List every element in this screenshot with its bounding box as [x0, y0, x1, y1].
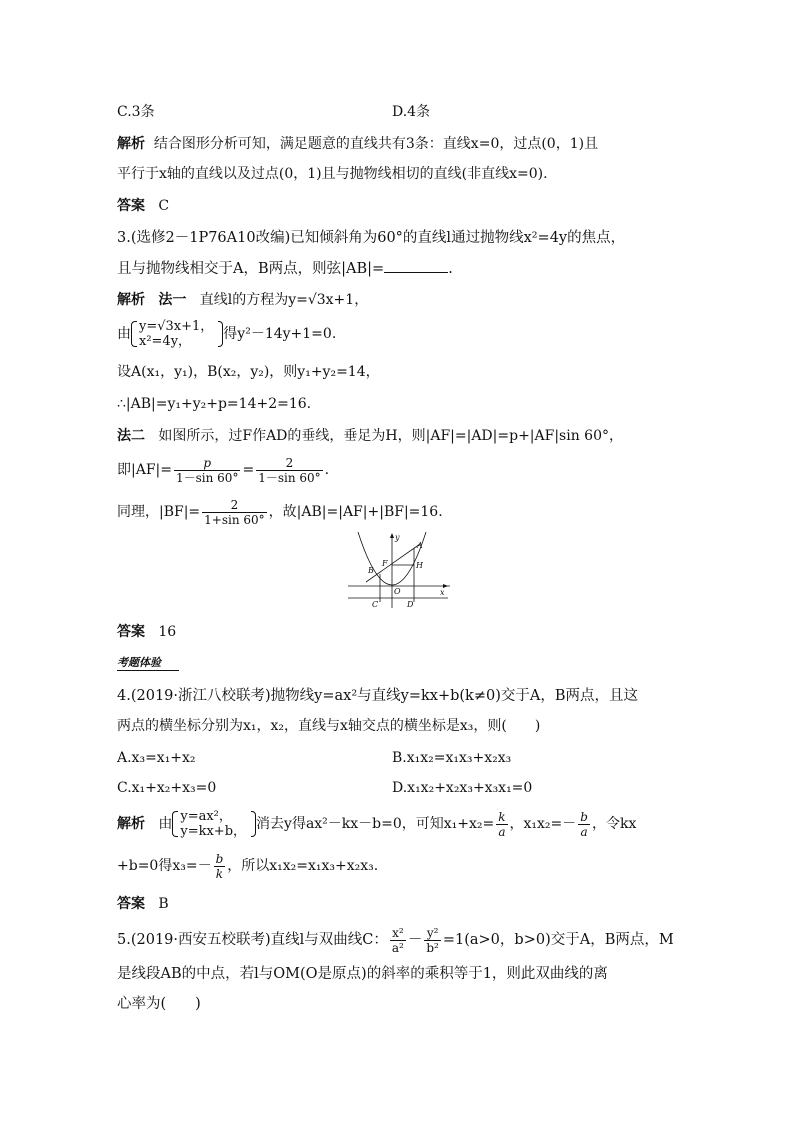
q4-option-b: B.x₁x₂=x₁x₃+x₂x₃	[392, 750, 512, 766]
fraction-af	[174, 456, 240, 485]
frac-den: a²	[391, 940, 404, 955]
analysis-prev-line2: 平行于x轴的直线以及过点(0，1)且与抛物线相切的直线(非直线x=0).	[117, 166, 548, 182]
analysis-label: 解析	[117, 136, 145, 152]
minus: －	[407, 932, 423, 948]
label-b: B	[368, 566, 374, 575]
sol4-line1	[117, 804, 636, 844]
frac-den: 1－sin 60°	[258, 470, 321, 485]
sol4-line2	[117, 846, 378, 886]
frac-den: a	[496, 824, 507, 839]
frac-den: 1+sin 60°	[204, 512, 265, 527]
q3-line2	[117, 258, 453, 279]
equation-system	[131, 319, 223, 349]
section-tag-underline	[117, 670, 179, 671]
answer-prev	[117, 196, 169, 216]
label-a: A	[417, 541, 423, 550]
sys-row-2: y=kx+b，	[180, 824, 247, 839]
q5-text-2: =1(a>0，b>0)交于A，B两点，M	[442, 932, 674, 948]
sys-row-1: y=ax²，	[180, 809, 232, 824]
frac-num: b	[215, 851, 224, 866]
method1-line: 直线l的方程为y=√3x+1，	[199, 292, 369, 308]
frac-num: p	[203, 455, 212, 470]
sol4-text-2: ，x₁x₂=－	[509, 816, 577, 832]
fraction-bf	[202, 498, 267, 527]
label-h: H	[416, 561, 423, 570]
sys-prefix: 由	[117, 326, 131, 342]
analysis-prev-line1	[117, 134, 598, 154]
frac-num: 2	[285, 455, 294, 470]
period: .	[324, 462, 330, 478]
answer-value: B	[158, 896, 169, 912]
frac-num: b	[580, 809, 588, 824]
bf-suffix: ，故|AB|=|AF|+|BF|=16.	[268, 504, 443, 520]
answer-value: 16	[158, 624, 177, 640]
fraction-x2-a2	[390, 926, 406, 955]
frac-num: y²	[426, 925, 439, 940]
label-d: D	[407, 600, 414, 609]
label-o: O	[394, 587, 401, 596]
frac-num: 2	[230, 497, 239, 512]
sol4-text-1: 消去y得ax²－kx－b=0，可知x₁+x₂=	[256, 816, 495, 832]
answer3	[117, 622, 176, 642]
fraction-af2	[256, 456, 322, 485]
method1-label: 法一	[158, 292, 187, 308]
bf-prefix: 同理，|BF|=	[117, 504, 201, 520]
sol3-line3: 设A(x₁，y₁)，B(x₂，y₂)，则y₁+y₂=14，	[117, 364, 380, 380]
frac-den: k	[214, 866, 226, 881]
sys-row-1: y=√3x+1，	[139, 319, 214, 334]
fraction-b-k	[214, 852, 226, 881]
sol3-bf	[117, 494, 443, 530]
frac-den: a	[578, 824, 590, 839]
sol3-system	[117, 318, 336, 350]
frac-den: 1－sin 60°	[176, 470, 239, 485]
q5-line1	[117, 920, 674, 960]
answer-label: 答案	[117, 198, 145, 214]
sol3-af	[117, 452, 329, 488]
fraction-k-a	[496, 810, 507, 839]
q3-text: 且与抛物线相交于A，B两点，则弦|AB|=	[117, 261, 385, 277]
label-x: x	[440, 588, 445, 597]
option-d: D.4条	[392, 104, 431, 120]
frac-num: x²	[392, 925, 404, 940]
af-prefix: 即|AF|=	[117, 462, 172, 478]
q3-line1: 3.(选修2－1P76A10改编)已知倾斜角为60°的直线l通过抛物线x²=4y的焦点，	[117, 230, 626, 246]
solution-label: 解析	[117, 816, 145, 832]
frac-num: k	[498, 809, 506, 824]
answer-label: 答案	[117, 896, 145, 912]
section-tag: 考题体验	[117, 656, 161, 669]
q4-line2: 两点的横坐标分别为x₁，x₂，直线与x轴交点的横坐标是x₃，则( )	[117, 718, 541, 734]
fraction-b-a	[578, 810, 590, 839]
q4-option-c: C.x₁+x₂+x₃=0	[117, 780, 217, 796]
label-c: C	[372, 600, 379, 609]
answer4	[117, 894, 169, 914]
line-l	[366, 544, 420, 582]
frac-den: b²	[426, 940, 439, 955]
sol3-line1	[117, 290, 368, 310]
solution-label: 解析	[117, 292, 145, 308]
label-f: F	[382, 559, 388, 568]
sys-row-2: x²=4y，	[139, 334, 192, 349]
analysis-text-1: 结合图形分析可知，满足题意的直线共有3条：直线x=0，过点(0，1)且	[153, 136, 599, 152]
parabola-figure	[344, 530, 456, 612]
equation-system	[172, 809, 256, 839]
sol3-line4: ∴|AB|=y₁+y₂+p=14+2=16.	[117, 396, 312, 412]
sys-prefix: 由	[158, 816, 173, 832]
q5-text-1: 5.(2019·西安五校联考)直线l与双曲线C：	[117, 932, 388, 948]
answer-value: C	[158, 198, 170, 214]
answer-blank	[384, 258, 448, 273]
sol4-text-4: +b=0得x₃=－	[117, 858, 212, 874]
q5-line3: 心率为( )	[117, 996, 201, 1012]
equals: =	[242, 462, 255, 478]
option-c: C.3条	[117, 104, 155, 120]
q5-line2: 是线段AB的中点，若l与OM(O是原点)的斜率的乘积等于1，则此双曲线的离	[117, 966, 608, 982]
q4-option-d: D.x₁x₂+x₂x₃+x₃x₁=0	[392, 780, 533, 796]
sol4-text-5: ，所以x₁x₂=x₁x₃+x₂x₃.	[227, 858, 379, 874]
method2-label: 法二	[117, 428, 145, 444]
q4-line1: 4.(2019·浙江八校联考)抛物线y=ax²与直线y=kx+b(k≠0)交于A，B两点，且这	[117, 688, 638, 704]
q4-option-a: A.x₃=x₁+x₂	[117, 750, 196, 766]
y-arrow	[390, 533, 394, 538]
answer-label: 答案	[117, 624, 145, 640]
sys-result: 得y²－14y+1=0.	[223, 326, 337, 342]
q3-period: .	[448, 261, 453, 277]
sol3-method2	[117, 426, 623, 446]
fraction-y2-b2	[424, 926, 441, 955]
sol4-text-3: ，令kx	[591, 816, 637, 832]
label-y: y	[395, 533, 400, 542]
method2-line1: 如图所示，过F作AD的垂线，垂足为H，则|AF|=|AD|=p+|AF|sin 60°，	[158, 428, 623, 444]
